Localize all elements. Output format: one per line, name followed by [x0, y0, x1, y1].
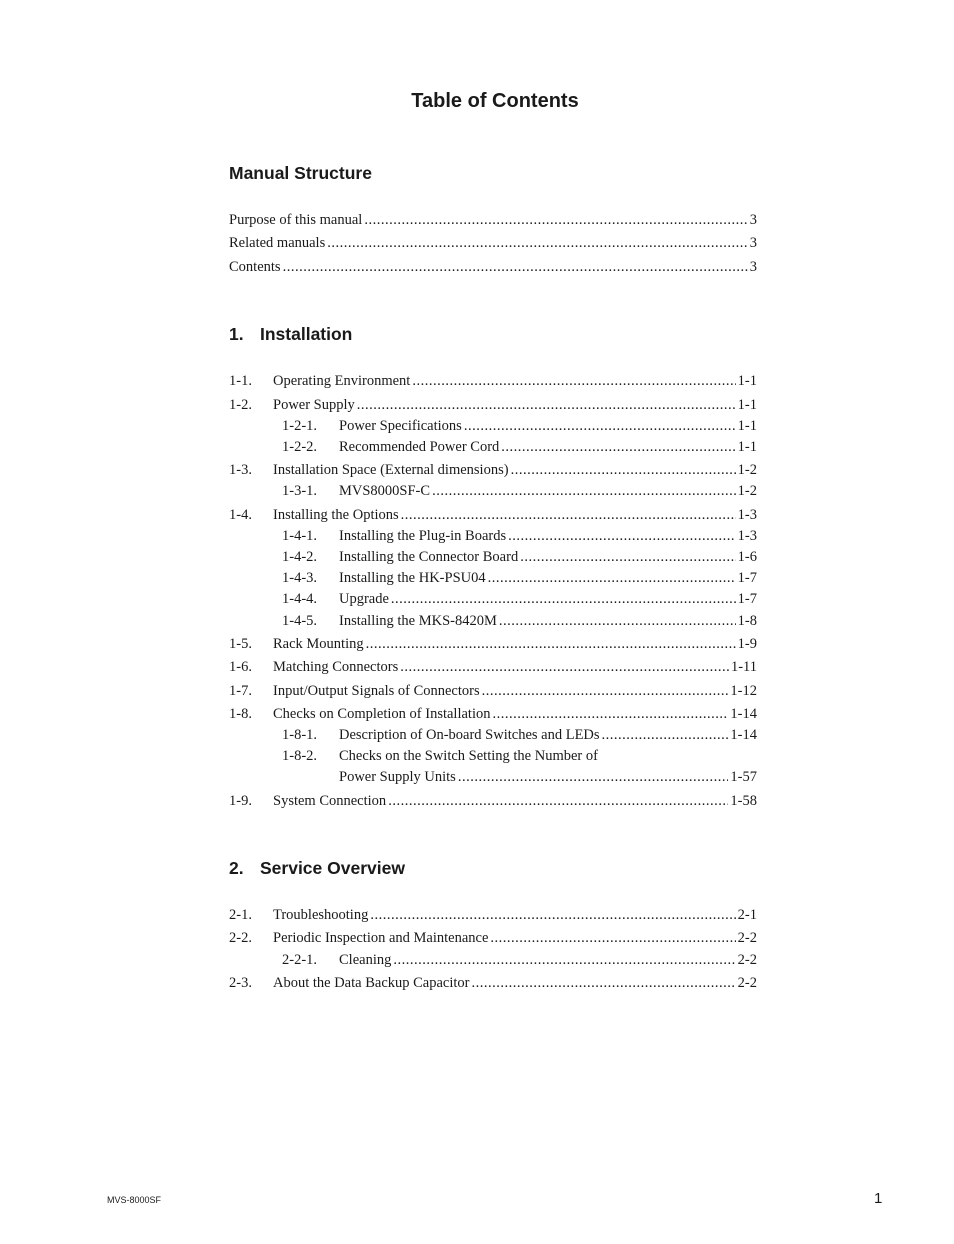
toc-leader-dots — [511, 460, 736, 480]
footer-page-number: 1 — [874, 1190, 883, 1207]
toc-entry-number: 1-4-1. — [282, 528, 318, 544]
toc-entry-number: 1-8-2. — [282, 748, 318, 764]
section-title-service-overview — [229, 857, 405, 879]
toc-entry[interactable] — [229, 704, 757, 724]
toc-entry-text: Power Supply — [273, 397, 355, 413]
section-title-installation — [229, 323, 352, 345]
toc-entry-contents[interactable] — [229, 257, 757, 277]
section-number: 2. — [229, 858, 244, 878]
toc-entry-text: Installation Space (External dimensions) — [273, 462, 509, 478]
toc-leader-dots — [364, 210, 747, 230]
toc-page-number: 3 — [749, 259, 757, 275]
toc-subentry[interactable] — [282, 547, 757, 567]
toc-entry-number: 2-3. — [229, 975, 252, 991]
toc-entry-number: 2-2-1. — [282, 952, 318, 968]
toc-page-number: 1-11 — [730, 659, 757, 675]
toc-entry[interactable] — [229, 905, 757, 925]
toc-page-number: 1-9 — [737, 636, 757, 652]
toc-entry-number: 1-4-4. — [282, 591, 318, 607]
toc-entry-text: Power Specifications — [339, 418, 462, 434]
toc-leader-dots — [488, 568, 736, 588]
section-title-text: Manual Structure — [229, 163, 372, 183]
toc-leader-dots — [432, 481, 736, 501]
toc-page-number: 2-1 — [737, 907, 757, 923]
toc-page-number: 1-1 — [737, 439, 757, 455]
toc-entry-number: 1-7. — [229, 683, 252, 699]
toc-subentry[interactable] — [282, 589, 757, 609]
toc-entry[interactable] — [229, 791, 757, 811]
toc-entry-number: 1-8-1. — [282, 727, 318, 743]
toc-leader-dots — [602, 725, 729, 745]
toc-entry-number: 1-9. — [229, 793, 252, 809]
toc-entry[interactable] — [229, 681, 757, 701]
toc-leader-dots — [391, 589, 736, 609]
section-title-manual-structure — [229, 162, 372, 184]
toc-leader-dots — [412, 371, 735, 391]
toc-entry[interactable] — [229, 657, 757, 677]
footer-model-name: MVS-8000SF — [107, 1195, 162, 1205]
toc-leader-dots — [388, 791, 728, 811]
toc-entry[interactable] — [229, 371, 757, 391]
toc-leader-dots — [464, 416, 736, 436]
toc-entry-text: Installing the Connector Board — [339, 549, 519, 565]
toc-entry-text: Installing the MKS-8420M — [339, 613, 497, 629]
toc-leader-dots — [401, 505, 736, 525]
toc-page-number: 1-7 — [737, 570, 757, 586]
toc-leader-dots — [393, 950, 735, 970]
toc-page-number: 3 — [749, 235, 757, 251]
toc-leader-dots — [508, 526, 736, 546]
toc-entry-text: Rack Mounting — [273, 636, 364, 652]
toc-entry-number: 1-3. — [229, 462, 252, 478]
toc-entry-text: Purpose of this manual — [229, 212, 363, 228]
toc-leader-dots — [472, 973, 736, 993]
toc-page-number: 1-1 — [737, 418, 757, 434]
toc-page-number: 1-57 — [730, 769, 757, 785]
toc-entry-number: 1-4-5. — [282, 613, 318, 629]
toc-leader-dots — [283, 257, 748, 277]
toc-entry-number: 1-2-2. — [282, 439, 318, 455]
toc-page-number: 3 — [749, 212, 757, 228]
toc-entry-number: 1-3-1. — [282, 483, 318, 499]
toc-entry-text: Recommended Power Cord — [339, 439, 500, 455]
toc-page-number: 1-8 — [737, 613, 757, 629]
toc-entry-number: 1-2-1. — [282, 418, 318, 434]
toc-entry-text: Installing the HK-PSU04 — [339, 570, 486, 586]
toc-entry-text: System Connection — [273, 793, 387, 809]
toc-leader-dots — [400, 657, 729, 677]
toc-subentry[interactable] — [282, 746, 757, 766]
toc-entry-text: Description of On-board Switches and LEDs — [339, 727, 600, 743]
toc-page-number: 1-1 — [737, 373, 757, 389]
toc-subentry[interactable] — [282, 416, 757, 436]
toc-entry-text-continued: Power Supply Units — [339, 769, 456, 785]
toc-page-number: 1-14 — [730, 706, 757, 722]
toc-leader-dots — [357, 395, 736, 415]
toc-entry-text: Matching Connectors — [273, 659, 399, 675]
toc-leader-dots — [366, 634, 736, 654]
toc-page-number: 1-12 — [730, 683, 757, 699]
toc-leader-dots — [458, 767, 729, 787]
toc-entry-text: Cleaning — [339, 952, 392, 968]
toc-entry-number: 1-4-3. — [282, 570, 318, 586]
toc-entry-number: 1-8. — [229, 706, 252, 722]
toc-entry-text: Checks on Completion of Installation — [273, 706, 491, 722]
toc-leader-dots — [482, 681, 729, 701]
toc-entry[interactable] — [229, 505, 757, 525]
toc-entry-text: Troubleshooting — [273, 907, 369, 923]
toc-page-number: 2-2 — [737, 952, 757, 968]
toc-subentry[interactable] — [282, 611, 757, 631]
toc-page-number: 2-2 — [737, 930, 757, 946]
toc-leader-dots — [499, 611, 736, 631]
toc-page-number: 2-2 — [737, 975, 757, 991]
toc-entry[interactable] — [229, 634, 757, 654]
toc-subentry[interactable] — [282, 437, 757, 457]
section-number: 1. — [229, 324, 244, 344]
toc-page-number: 1-14 — [730, 727, 757, 743]
toc-entry-number: 1-2. — [229, 397, 252, 413]
toc-entry[interactable] — [229, 973, 757, 993]
toc-entry-text: Contents — [229, 259, 281, 275]
section-title-text: Installation — [260, 324, 353, 344]
toc-page-number: 1-1 — [737, 397, 757, 413]
toc-entry-number: 1-6. — [229, 659, 252, 675]
toc-subentry[interactable] — [282, 725, 757, 745]
toc-entry-text: Operating Environment — [273, 373, 411, 389]
toc-entry[interactable] — [229, 460, 757, 480]
toc-leader-dots — [490, 928, 735, 948]
section-title-text: Service Overview — [260, 858, 405, 878]
toc-entry-text: Installing the Options — [273, 507, 399, 523]
toc-entry-text: Checks on the Switch Setting the Number of — [339, 748, 598, 764]
toc-entry-text: About the Data Backup Capacitor — [273, 975, 470, 991]
toc-entry-purpose[interactable] — [229, 210, 757, 230]
toc-page-number: 1-6 — [737, 549, 757, 565]
toc-entry-number: 1-1. — [229, 373, 252, 389]
toc-page-number: 1-3 — [737, 507, 757, 523]
toc-entry-related-manuals[interactable] — [229, 233, 757, 253]
toc-entry-number: 2-2. — [229, 930, 252, 946]
toc-subentry[interactable] — [282, 526, 757, 546]
toc-page-number: 1-7 — [737, 591, 757, 607]
toc-entry-text: MVS8000SF-C — [339, 483, 431, 499]
toc-leader-dots — [370, 905, 735, 925]
toc-entry-number: 1-4. — [229, 507, 252, 523]
toc-entry-text: Upgrade — [339, 591, 389, 607]
toc-leader-dots — [520, 547, 735, 567]
toc-entry-text: Periodic Inspection and Maintenance — [273, 930, 489, 946]
toc-subentry-continuation[interactable] — [339, 767, 757, 787]
toc-entry-number: 2-1. — [229, 907, 252, 923]
toc-entry[interactable] — [229, 928, 757, 948]
toc-page-number: 1-2 — [737, 462, 757, 478]
toc-entry-text: Input/Output Signals of Connectors — [273, 683, 480, 699]
toc-subentry[interactable] — [282, 950, 757, 970]
toc-page-number: 1-3 — [737, 528, 757, 544]
toc-page-number: 1-58 — [730, 793, 757, 809]
toc-subentry[interactable] — [282, 568, 757, 588]
toc-subentry[interactable] — [282, 481, 757, 501]
toc-entry-number: 1-5. — [229, 636, 252, 652]
toc-entry[interactable] — [229, 395, 757, 415]
toc-entry-text: Related manuals — [229, 235, 326, 251]
toc-leader-dots — [327, 233, 748, 253]
toc-leader-dots — [501, 437, 735, 457]
toc-page-number: 1-2 — [737, 483, 757, 499]
page-title: Table of Contents — [411, 90, 579, 112]
toc-leader-dots — [492, 704, 728, 724]
toc-entry-text: Installing the Plug-in Boards — [339, 528, 507, 544]
toc-entry-number: 1-4-2. — [282, 549, 318, 565]
